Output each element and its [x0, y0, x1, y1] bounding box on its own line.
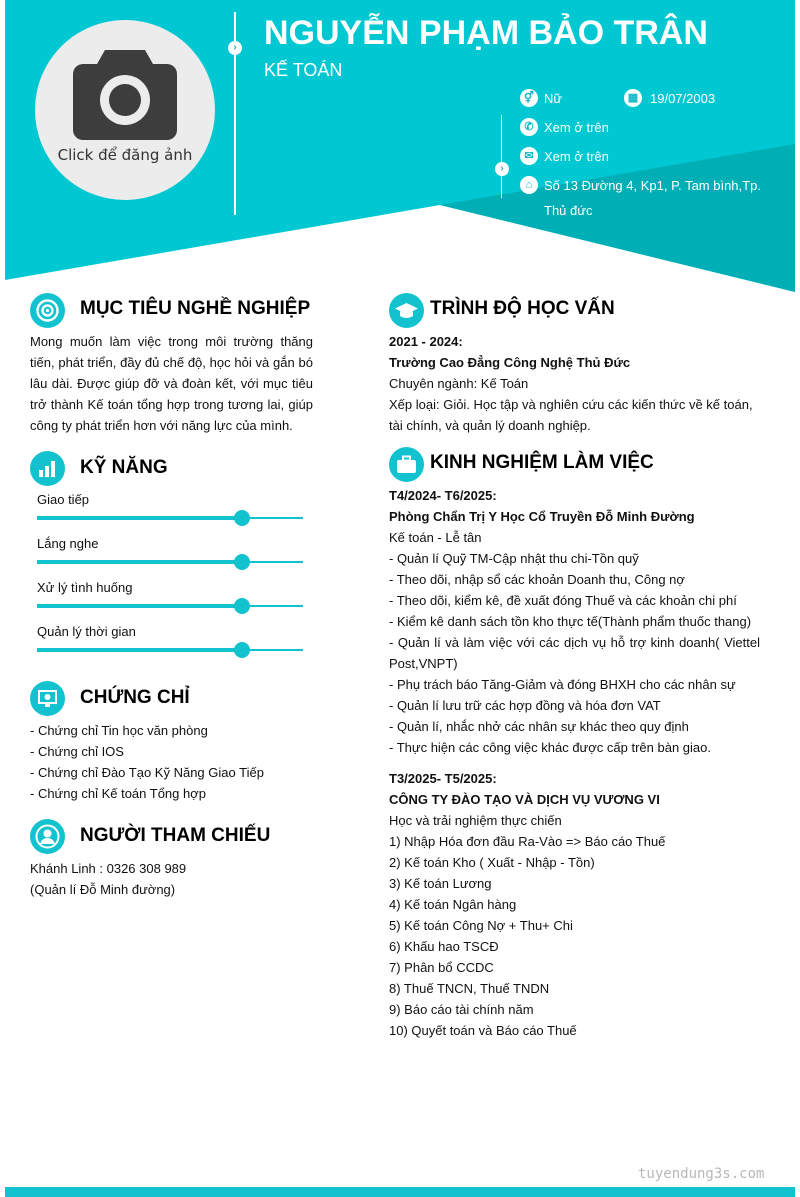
job-task: 6) Khấu hao TSCĐ — [389, 939, 499, 954]
graduation-cap-icon — [389, 293, 424, 328]
skill-slider — [37, 517, 303, 519]
job-task: 2) Kế toán Kho ( Xuất - Nhập - Tồn) — [389, 855, 595, 870]
address-line-2: Thủ đức — [544, 203, 593, 218]
person-icon — [30, 819, 65, 854]
skill-slider — [37, 649, 303, 651]
skill-level-fill — [37, 604, 242, 608]
reference-position: (Quản lí Đỗ Minh đường) — [30, 882, 176, 897]
job-duty: - Theo dõi, nhập sổ các khoản Doanh thu, Công nợ — [389, 572, 685, 587]
avatar-upload[interactable] — [35, 20, 215, 200]
certificate-item: - Chứng chỉ IOS — [30, 744, 124, 759]
chevron-right-icon: › — [495, 162, 509, 176]
phone-value: Xem ở trên — [544, 120, 609, 135]
references-heading: NGƯỜI THAM CHIẾU — [80, 825, 271, 846]
experience-heading: KINH NGHIỆM LÀM VIỆC — [430, 452, 654, 473]
footer-bar — [5, 1187, 795, 1197]
bar-chart-icon — [30, 451, 65, 486]
job-duty: - Quản lí Quỹ TM-Cập nhật thu chi-Tồn quỹ — [389, 551, 639, 566]
education-period: 2021 - 2024: — [389, 334, 463, 349]
job-duty: - Thực hiện các công việc khác được cấp trên bàn giao. — [389, 740, 711, 755]
job-task: 7) Phân bổ CCDC — [389, 960, 494, 975]
skill-label: Quản lý thời gian — [37, 624, 136, 639]
skill-label: Lắng nghe — [37, 536, 99, 551]
job-period: T3/2025- T5/2025: — [389, 771, 497, 786]
watermark: tuyendung3s.com — [638, 1166, 765, 1182]
job-duty: - Quản lí và làm việc với các dịch vụ hỗ trợ kinh doanh( Viettel Post,VNPT) — [389, 635, 760, 671]
briefcase-icon — [389, 447, 424, 482]
skill-level-fill — [37, 560, 242, 564]
certificate-item: - Chứng chỉ Đào Tạo Kỹ Năng Giao Tiếp — [30, 765, 264, 780]
phone-icon: ✆ — [520, 118, 538, 136]
email-value: Xem ở trên — [544, 149, 609, 164]
job-duty: - Phụ trách báo Tăng-Giảm và đóng BHXH cho các nhân sự — [389, 677, 736, 692]
job-duty: - Quản lí, nhắc nhở các nhân sự khác theo quy định — [389, 719, 689, 734]
certificate-item: - Chứng chỉ Tin học văn phòng — [30, 723, 208, 738]
reference-contact: Khánh Linh : 0326 308 989 — [30, 861, 187, 876]
objective-text: Mong muốn làm việc trong môi trường thăng tiến, phát triển, đầy đủ chế độ, học hỏi và gắn bó lâu dài. Được giúp đỡ và đoàn kết, với mục tiêu trở thành Kế toán tổng hợp trong tương lai, giúp công ty phát triển hơn với năng lực của mình. — [30, 334, 313, 433]
skill-level-fill — [37, 648, 242, 652]
job-task: 4) Kế toán Ngân hàng — [389, 897, 517, 912]
skill-level-knob — [234, 510, 250, 526]
gender-icon: ⚥ — [520, 89, 538, 107]
skill-level-knob — [234, 598, 250, 614]
job-role: Kế toán - Lễ tân — [389, 530, 482, 545]
job-task: 8) Thuế TNCN, Thuế TNDN — [389, 981, 550, 996]
education-school: Trường Cao Đẳng Công Nghệ Thủ Đức — [389, 355, 631, 370]
job-duty: - Kiểm kê danh sách tồn kho thực tế(Thành phẩm thuốc thang) — [389, 614, 752, 629]
home-icon: ⌂ — [520, 176, 538, 194]
job-duty: - Theo dõi, kiểm kê, đề xuất đóng Thuế và các khoản chi phí — [389, 593, 737, 608]
avatar-caption: Click để đăng ảnh — [57, 146, 193, 164]
job-task: 1) Nhập Hóa đơn đầu Ra-Vào => Báo cáo Thuế — [389, 834, 666, 849]
job-task: 5) Kế toán Công Nợ + Thu+ Chi — [389, 918, 573, 933]
candidate-name: NGUYỄN PHẠM BẢO TRÂN — [264, 14, 708, 52]
skill-label: Giao tiếp — [37, 492, 90, 507]
job-company: Phòng Chẩn Trị Y Học Cổ Truyền Đỗ Minh Đường — [389, 509, 695, 524]
camera-icon — [71, 44, 179, 140]
references-block — [30, 858, 330, 900]
email-icon: ✉ — [520, 147, 538, 165]
address-line-1: Số 13 Đường 4, Kp1, P. Tam bình,Tp. — [544, 178, 761, 193]
certificate-item: - Chứng chỉ Kế toán Tổng hợp — [30, 786, 206, 801]
education-block — [389, 331, 760, 436]
contact-divider — [501, 115, 502, 198]
certificates-list — [30, 720, 330, 804]
job-task: 10) Quyết toán và Báo cáo Thuế — [389, 1023, 577, 1038]
job-1 — [389, 485, 760, 758]
skill-slider — [37, 605, 303, 607]
job-2 — [389, 768, 760, 1041]
job-task: 3) Kế toán Lương — [389, 876, 492, 891]
objective-heading: MỤC TIÊU NGHỀ NGHIỆP — [80, 298, 311, 319]
job-task: 9) Báo cáo tài chính năm — [389, 1002, 534, 1017]
certificate-icon — [30, 681, 65, 716]
birthday-value: 19/07/2003 — [650, 91, 716, 106]
education-heading: TRÌNH ĐỘ HỌC VẤN — [430, 298, 615, 319]
certificates-heading: CHỨNG CHỈ — [80, 687, 190, 708]
gender-value: Nữ — [544, 91, 563, 106]
job-period: T4/2024- T6/2025: — [389, 488, 497, 503]
education-major: Chuyên ngành: Kế Toán — [389, 376, 529, 391]
skill-level-knob — [234, 554, 250, 570]
job-role: Học và trải nghiệm thực chiến — [389, 813, 562, 828]
job-company: CÔNG TY ĐÀO TẠO VÀ DỊCH VỤ VƯƠNG VI — [389, 792, 660, 807]
skill-slider — [37, 561, 303, 563]
candidate-title: KẾ TOÁN — [264, 60, 343, 80]
skill-level-fill — [37, 516, 242, 520]
skills-heading: KỸ NĂNG — [80, 457, 168, 478]
job-duty: - Quản lí lưu trữ các hợp đồng và hóa đơn VAT — [389, 698, 661, 713]
target-icon — [30, 293, 65, 328]
calendar-icon: ▦ — [624, 89, 642, 107]
skill-label: Xử lý tình huống — [37, 580, 133, 595]
education-description: Xếp loại: Giỏi. Học tập và nghiên cứu các kiến thức về kế toán, tài chính, và quản lý doanh nghiệp. — [389, 397, 753, 433]
chevron-right-icon: › — [228, 41, 242, 55]
skill-level-knob — [234, 642, 250, 658]
